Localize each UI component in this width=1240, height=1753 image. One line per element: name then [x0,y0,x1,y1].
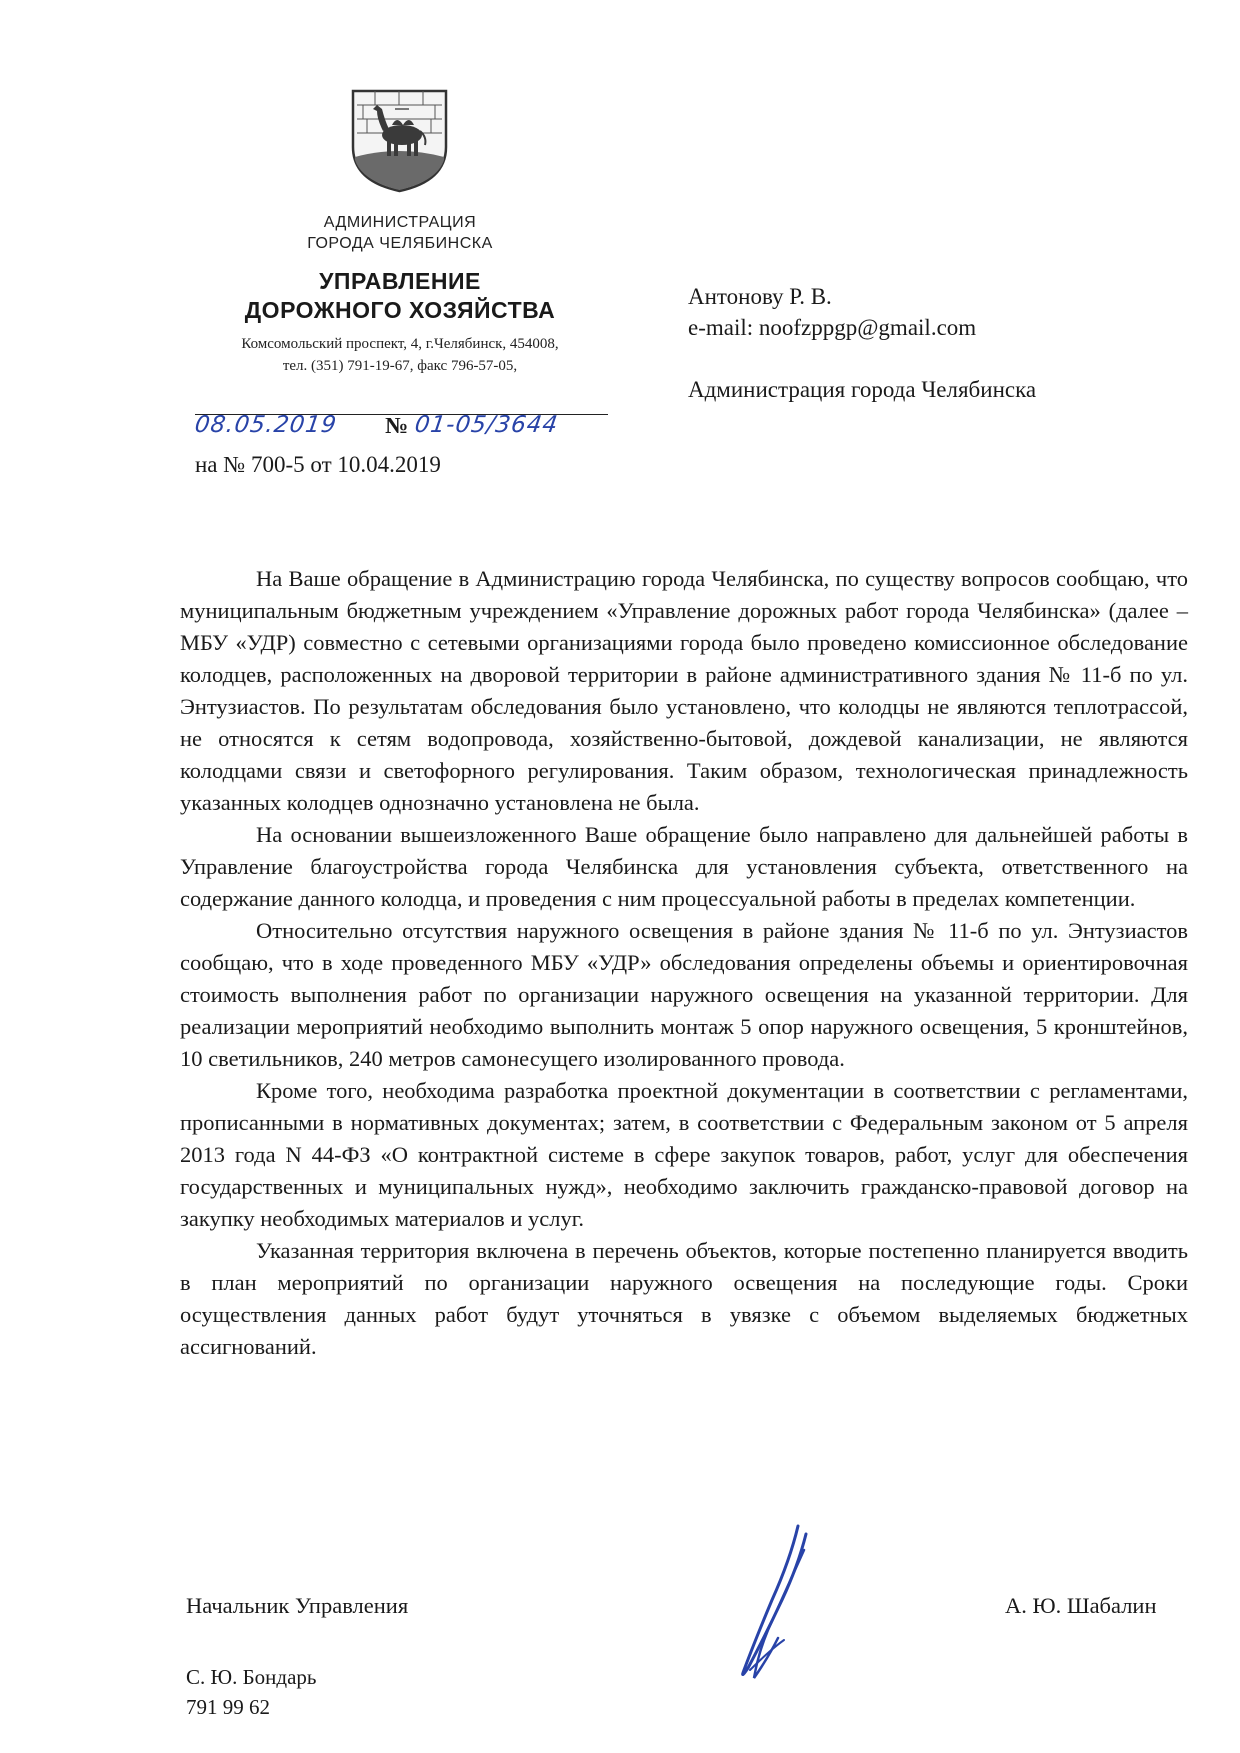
handwritten-signature-icon [720,1520,830,1685]
body-paragraph: На основании вышеизложенного Ваше обращение было направлено для дальнейшей работы в Управление благоустройства города Челябинска для установления субъекта, ответственного на содержание данного колодца, и проведения с ним процессуальной работы в пределах компетенции. [180,822,1188,911]
signatory-name: А. Ю. Шабалин [1005,1593,1157,1618]
org-name-line2: ГОРОДА ЧЕЛЯБИНСКА [307,235,493,252]
recipient-organization: Администрация города Челябинска [688,377,1037,402]
org-phone: тел. (351) 791-19-67, факс 796-57-05, [282,358,518,374]
chelyabinsk-coat-of-arms-icon [347,85,452,195]
signatory-position: Начальник Управления [186,1593,409,1618]
letter-body [180,563,1188,1363]
executor-name: С. Ю. Бондарь [186,1665,317,1689]
department-name-line1: УПРАВЛЕНИЕ [319,268,481,294]
registration-reference: на № 700-5 от 10.04.2019 [195,452,441,477]
registration-date: 08.05.2019 [193,412,339,438]
body-paragraph: Указанная территория включена в перечень объектов, которые постепенно планируется вводить в план мероприятий по организации наружного освещения на последующие годы. Сроки осуществления данных работ будут уточняться в увязке с объемом выделяемых бюджетных ассигнований. [180,1238,1188,1359]
registration-number-label: № [385,413,409,438]
recipient-name: Антонову Р. В. [688,284,832,309]
body-paragraph: На Ваше обращение в Администрацию города Челябинска, по существу вопросов сообщаю, что муниципальным бюджетным учреждением «Управление дорожных работ города Челябинска» (далее – МБУ «УДР) совместно с сетевыми организациями города было проведено комиссионное обследование колодцев, расположенных на дворовой территории в районе административного здания № 11-б по ул. Энтузиастов. По результатам обследования было установлено, что колодцы не являются теплотрассой, не относятся к сетям водопровода, хозяйственно-бытовой, дождевой канализации, не являются колодцами связи и светофорного регулирования. Таким образом, технологическая принадлежность указанных колодцев однозначно установлена не была. [180,566,1188,815]
body-paragraph: Кроме того, необходима разработка проектной документации в соответствии с регламентами, прописанными в нормативных документах; затем, в соответствии с Федеральным законом от 5 апреля 2013 года N 44-ФЗ «О контрактной системе в сфере закупок товаров, работ, услуг для обеспечения государственных и муниципальных нужд», необходимо заключить гражданско-правовой договор на закупку необходимых материалов и услуг. [180,1078,1188,1231]
body-paragraph: Относительно отсутствия наружного освещения в районе здания № 11-б по ул. Энтузиастов сообщаю, что в ходе проведенного МБУ «УДР» обследования определены объемы и ориентировочная стоимость выполнения работ по организации наружного освещения на указанной территории. Для реализации мероприятий необходимо выполнить монтаж 5 опор наружного освещения, 5 кронштейнов, 10 светильников, 240 метров самонесущего изолированного провода. [180,918,1188,1071]
executor-phone: 791 99 62 [186,1695,270,1719]
org-address: Комсомольский проспект, 4, г.Челябинск, 454008, [241,336,559,352]
org-name-line1: АДМИНИСТРАЦИЯ [323,214,477,231]
department-name-line2: ДОРОЖНОГО ХОЗЯЙСТВА [244,297,556,323]
registration-number: 01-05/3644 [413,412,560,438]
recipient-email: e-mail: noofzppgp@gmail.com [688,315,977,340]
